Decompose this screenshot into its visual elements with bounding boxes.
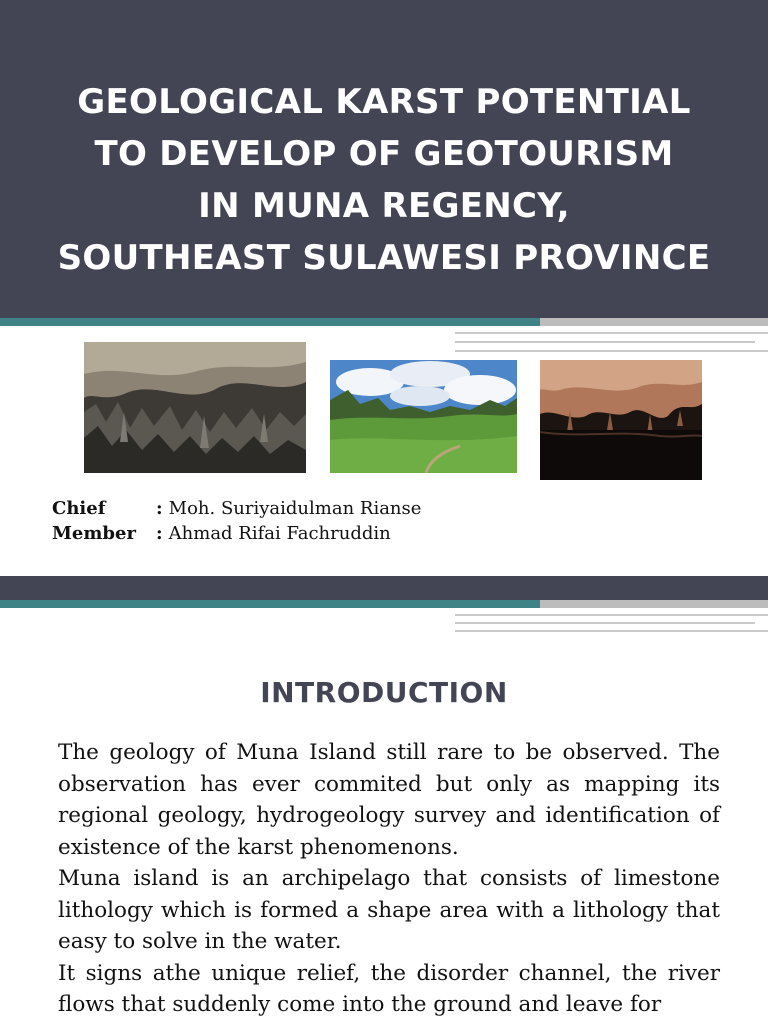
paragraph: The geology of Muna Island still rare to be observed. The observation has ever commited but only as mapping its regional geology, hydrogeology survey and identification of existence of the karst phenomenons.	[58, 740, 720, 860]
introduction-heading: INTRODUCTION	[260, 676, 508, 709]
cave-lake-photo	[540, 360, 702, 480]
paragraph: It signs athe unique relief, the disorder channel, the river flows that suddenly come into the ground and leave for	[58, 960, 720, 1017]
document-title	[0, 76, 768, 284]
green-valley-landscape-photo	[330, 360, 517, 473]
credit-role: Member	[52, 523, 136, 544]
credit-row-chief: Chief : Moh. Suriyaidulman Rianse	[52, 498, 422, 519]
credit-name: Moh. Suriyaidulman Rianse	[168, 498, 422, 519]
credits	[52, 496, 421, 546]
credit-row-member: Member : Ahmad Rifai Fachruddin	[52, 523, 391, 544]
title-line: TO DEVELOP OF GEOTOURISM	[94, 134, 674, 174]
paragraph: Muna island is an archipelago that consists of limestone lithology which is formed a shape area with a lithology that easy to solve in the water.	[58, 866, 720, 954]
title-line: GEOLOGICAL KARST POTENTIAL	[77, 82, 691, 122]
title-line: IN MUNA REGENCY,	[198, 186, 570, 226]
credit-role: Chief	[52, 498, 106, 519]
introduction-body	[58, 737, 720, 1021]
cave-interior-photo	[84, 342, 306, 473]
credit-name: Ahmad Rifai Fachruddin	[168, 523, 391, 544]
title-line: SOUTHEAST SULAWESI PROVINCE	[57, 238, 711, 278]
